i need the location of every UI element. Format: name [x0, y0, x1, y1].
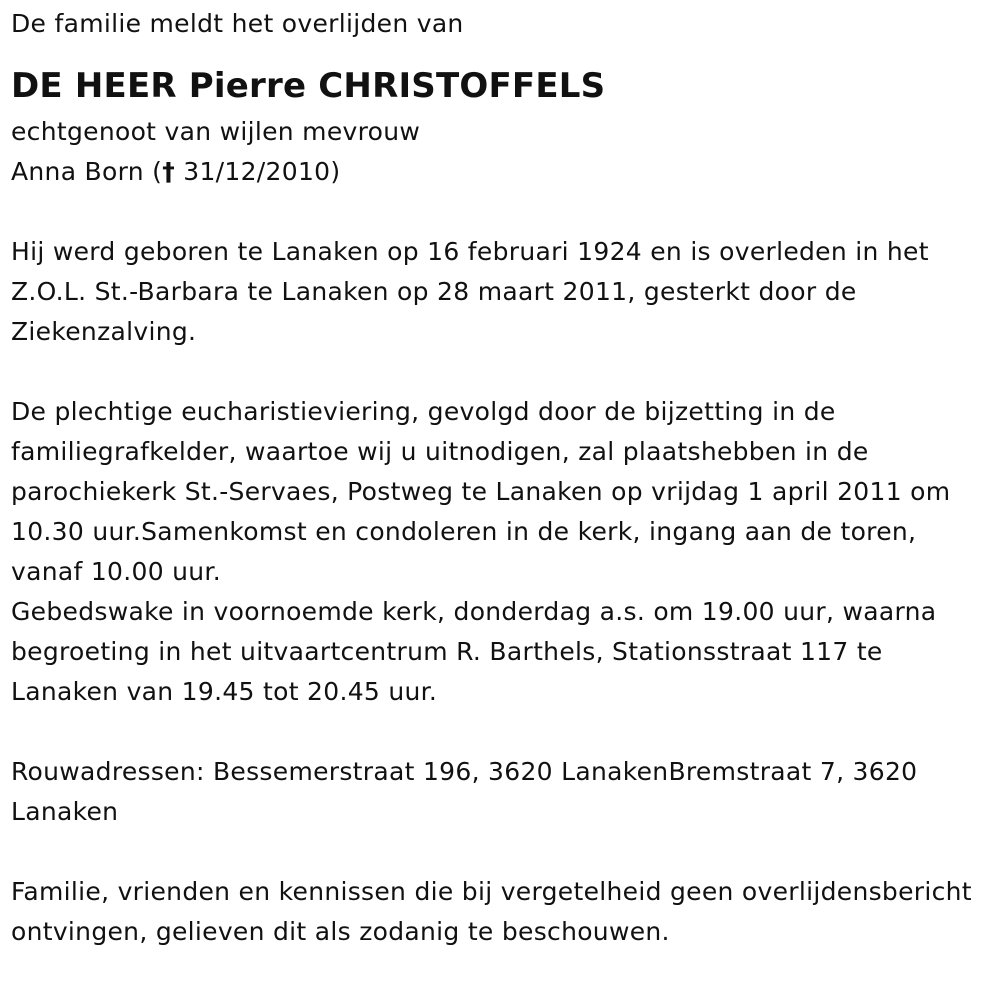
cross-icon: † [162, 157, 176, 186]
spouse-death-date: 31/12/2010) [175, 157, 341, 186]
wake-paragraph: Gebedswake in voornoemde kerk, donderdag a.s. om 19.00 uur, waarna begroeting in het uitvaartcentrum R. Barthels, Stationsstraat 117 te Lanaken van 19.45 tot 20.45 uur. [11, 597, 937, 706]
birth-death-paragraph: Hij werd geboren te Lanaken op 16 februari 1924 en is overleden in het Z.O.L. St.-Barbara te Lanaken op 28 maart 2011, gesterkt door de Ziekenzalving. [11, 237, 929, 346]
closing-paragraph: Familie, vrienden en kennissen die bij vergetelheid geen overlijdensbericht ontvingen, gelieven dit als zodanig te beschouwen. [11, 877, 972, 946]
spouse-name-line [11, 152, 986, 192]
spouse-line: echtgenoot van wijlen mevrouw [11, 117, 421, 146]
intro-text: De familie meldt het overlijden van [11, 9, 464, 38]
death-notice [11, 4, 986, 952]
addresses-paragraph: Rouwadressen: Bessemerstraat 196, 3620 LanakenBremstraat 7, 3620 Lanaken [11, 757, 918, 826]
spouse-name: Anna Born ( [11, 157, 163, 186]
deceased-name: DE HEER Pierre CHRISTOFFELS [11, 66, 606, 106]
ceremony-paragraph: De plechtige eucharistieviering, gevolgd door de bijzetting in de familiegrafkelder, waartoe wij u uitnodigen, zal plaatshebben in de parochiekerk St.-Servaes, Postweg te Lanaken op vrijdag 1 april 2011 om 10.30 uur.Samenkomst en condoleren in de kerk, ingang aan de toren, vanaf 10.00 uur. [11, 397, 951, 586]
